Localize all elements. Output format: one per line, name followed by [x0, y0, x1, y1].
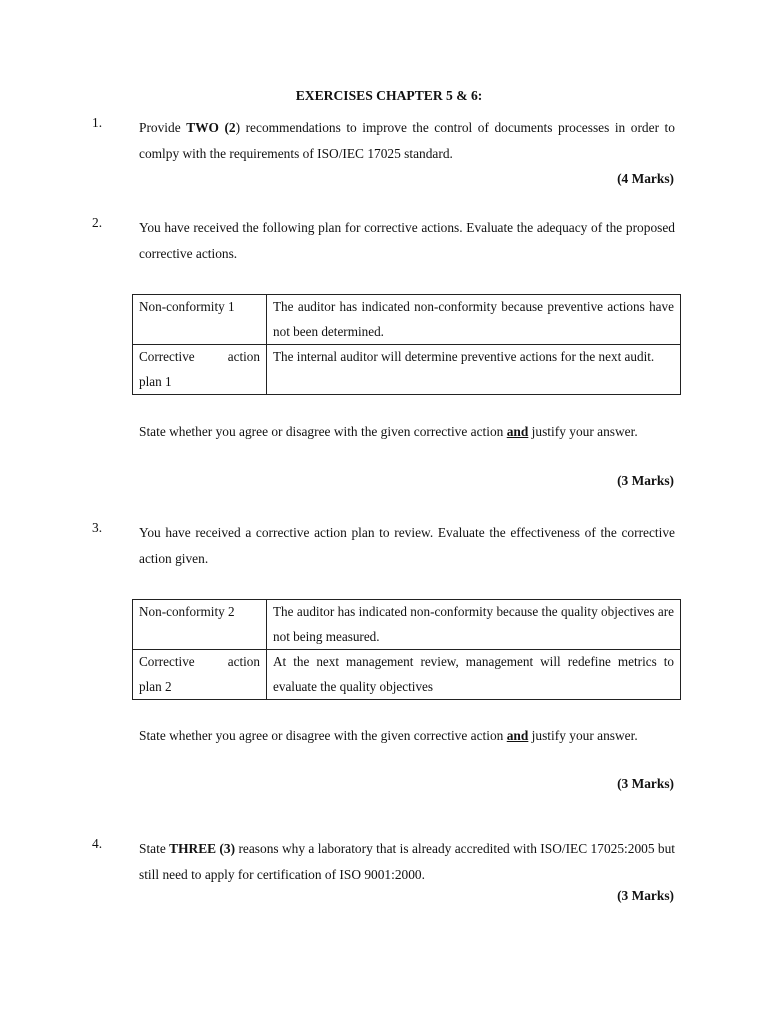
table-cell: The auditor has indicated non-conformity because preventive actions have not been determined. [267, 295, 681, 345]
table-cell: At the next management review, management will redefine metrics to evaluate the quality objectives [267, 650, 681, 700]
table-cell: The auditor has indicated non-conformity because the quality objectives are not being measured. [267, 600, 681, 650]
question-text [139, 115, 675, 166]
question-number: 3. [92, 520, 103, 535]
corrective-action-table [132, 599, 681, 700]
instruction-text [139, 419, 675, 445]
question-emphasis: THREE (3) [169, 841, 236, 856]
cell-line: plan 2 [139, 678, 172, 694]
table-row [133, 295, 681, 345]
instruction-part: State whether you agree or disagree with the given corrective action [139, 728, 507, 743]
question-text-part: State [139, 841, 170, 856]
question-number: 1. [92, 115, 103, 130]
marks-label: (3 Marks) [617, 888, 674, 903]
marks-label: (3 Marks) [617, 473, 674, 488]
instruction-part: justify your answer. [528, 728, 638, 743]
cell-line: plan 1 [139, 373, 172, 389]
table-row [133, 650, 681, 700]
instruction-part: State whether you agree or disagree with the given corrective action [139, 424, 507, 439]
table-cell [133, 650, 267, 700]
question-text-part: reasons why a laboratory that is already accredited with ISO/IEC 17025:2005 but still need to apply for certification of ISO 9001:2000. [139, 841, 676, 882]
question-text [139, 836, 675, 887]
page-title: EXERCISES CHAPTER 5 & 6: [295, 88, 483, 103]
question-text: You have received the following plan for corrective actions. Evaluate the adequacy of the proposed corrective actions. [139, 220, 675, 261]
cell-line: Corrective action [139, 654, 260, 669]
question-emphasis: TWO (2 [186, 120, 236, 135]
question-number: 4. [92, 836, 103, 851]
instruction-text [139, 723, 675, 749]
table-cell: Non-conformity 2 [133, 600, 267, 650]
instruction-part: justify your answer. [528, 424, 638, 439]
table-cell: The internal auditor will determine preventive actions for the next audit. [267, 345, 681, 395]
table-cell: Non-conformity 1 [133, 295, 267, 345]
question-text-part: ) recommendations to improve the control of documents processes in order to comlpy with the requirements of ISO/IEC 17025 standard. [139, 120, 675, 161]
marks-label: (3 Marks) [617, 776, 674, 791]
instruction-emphasis: and [506, 728, 529, 743]
instruction-emphasis: and [506, 424, 529, 439]
question-text: You have received a corrective action plan to review. Evaluate the effectiveness of the corrective action given. [139, 525, 675, 566]
question-text-part: Provide [139, 120, 187, 135]
cell-line: Corrective action [139, 349, 260, 364]
table-row [133, 345, 681, 395]
corrective-action-table [132, 294, 681, 395]
question-number: 2. [92, 215, 103, 230]
table-cell [133, 345, 267, 395]
marks-label: (4 Marks) [617, 171, 674, 186]
table-row [133, 600, 681, 650]
